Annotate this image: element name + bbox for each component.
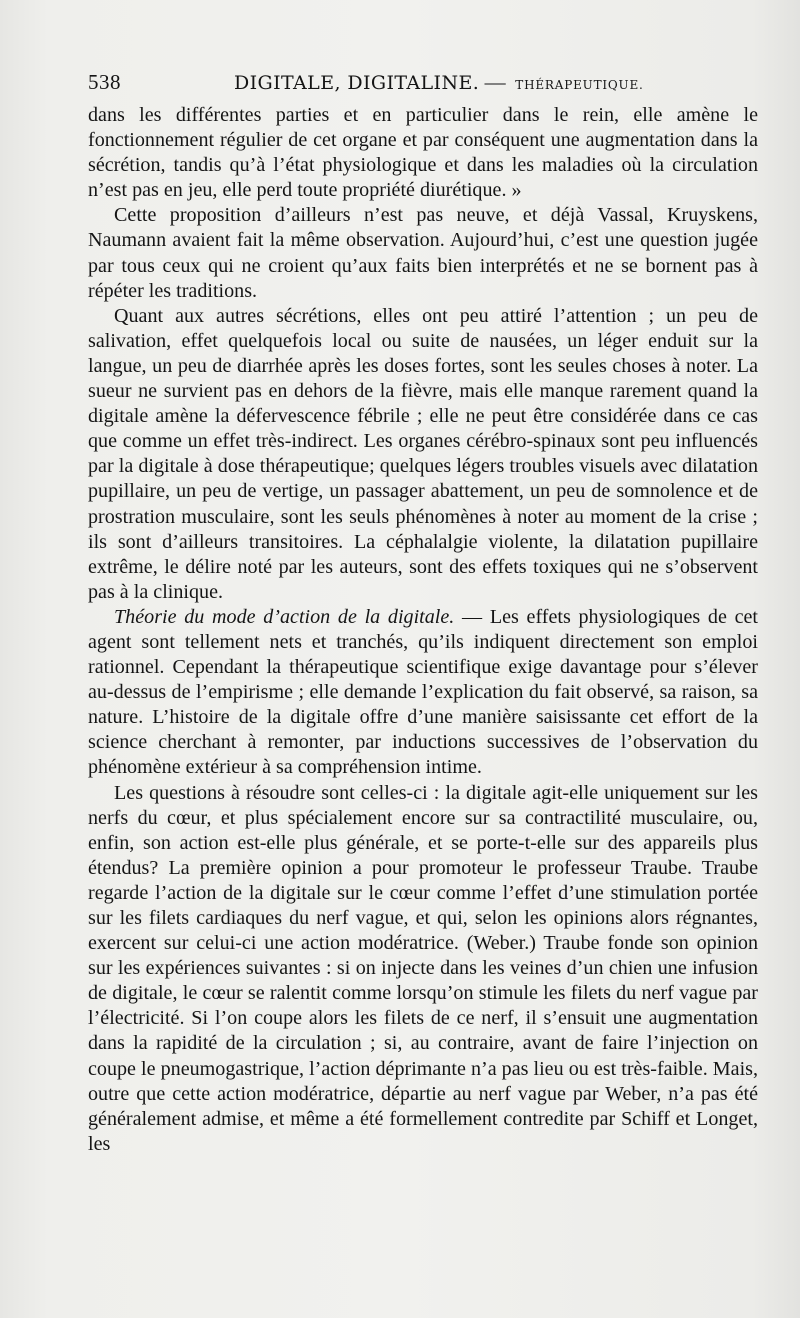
paragraph-theory-text: — Les effets physiologiques de cet agent sont tellement nets et tranchés, qu’ils indiquent directement son emploi rationnel. Cependant la thérapeutique scientifique exige davantage pour s’élever au-dessus de l’empirisme ; elle demande l’explication du fait observé, sa raison, sa nature. L’histoire de la digitale offre d’une manière saisissante cet effort de la science cherchant à remonter, par inductions successives de l’observation du phénomène extérieur à sa compréhension intime. xyxy=(88,605,758,779)
paragraph-continued: dans les différentes parties et en particulier dans le rein, elle amène le fonctionnement régulier de cet organe et par conséquent une augmentation dans la sécrétion, tandis qu’à l’état physiologique et dans les maladies où la circulation n’est pas en jeu, elle perd toute propriété diurétique. » xyxy=(88,104,758,202)
running-title-dash: — xyxy=(484,70,506,94)
paragraph-theory xyxy=(88,605,758,781)
running-title-main: DIGITALE, DIGITALINE. xyxy=(234,72,480,94)
paragraph: Les questions à résoudre sont celles-ci : la digitale agit-elle uniquement sur les nerfs du cœur, et plus spécialement encore sur sa contractilité musculaire, ou, enfin, son action est-elle plus générale, et se porte-t-elle sur des appareils plus étendus? La première opinion a pour promoteur le professeur Traube. Traube regarde l’action de la digitale sur le cœur comme l’effet d’une stimulation portée sur les filets cardiaques du nerf vague, et qui, selon les opinions alors régnantes, exercent sur celui-ci une action modératrice. (Weber.) Traube fonde son opinion sur les expériences suivantes : si on injecte dans les veines d’un chien une infusion de digitale, le cœur se ralentit comme lorsqu’on stimule les filets du nerf vague par l’électricité. Si l’on coupe alors les filets de ce nerf, il s’ensuit une augmentation dans la rapidité de la circulation ; si, au contraire, avant de faire l’injection on coupe le pneumogastrique, l’action déprimante n’a pas lieu ou est très-faible. Mais, outre que cette action modératrice, départie au nerf vague par Weber, n’a pas été généralement admise, et même a été formellement contredite par Schiff et Longet, les xyxy=(88,781,758,1155)
paragraph: Quant aux autres sécrétions, elles ont peu attiré l’attention ; un peu de salivation, effet quelquefois local ou suite de nausées, un léger enduit sur la langue, un peu de diarrhée après les doses fortes, sont les seules choses à noter. La sueur ne survient pas en dehors de la fièvre, mais elle manque rarement quand la digitale amène la défervescence fébrile ; elle ne peut être considérée dans ce cas que comme un effet très-indirect. Les organes cérébro-spinaux sont peu influencés par la digitale à dose thérapeutique; quelques légers troubles visuels avec dilatation pupillaire, un peu de vertige, un passager abattement, un peu de somnolence et de prostration musculaire, sont les seuls phénomènes à noter au moment de la crise ; ils sont d’ailleurs transitoires. La céphalalgie violente, la dilatation pupillaire extrême, le délire noté par les auteurs, sont des effets toxiques qui ne s’observent pas à la clinique. xyxy=(88,304,758,603)
running-title xyxy=(234,70,644,95)
running-title-section: THÉRAPEUTIQUE. xyxy=(515,78,644,92)
running-header xyxy=(88,70,760,100)
section-heading: Théorie du mode d’action de la digitale. xyxy=(114,605,455,628)
body-text xyxy=(88,103,758,1157)
page-number: 538 xyxy=(88,70,121,94)
paragraph: Cette proposition d’ailleurs n’est pas neuve, et déjà Vassal, Kruyskens, Naumann avaient fait la même observation. Aujourd’hui, c’est une question jugée par tous ceux qui ne croient qu’aux faits bien interprétés et ne se bornent pas à répéter les traditions. xyxy=(88,204,758,302)
